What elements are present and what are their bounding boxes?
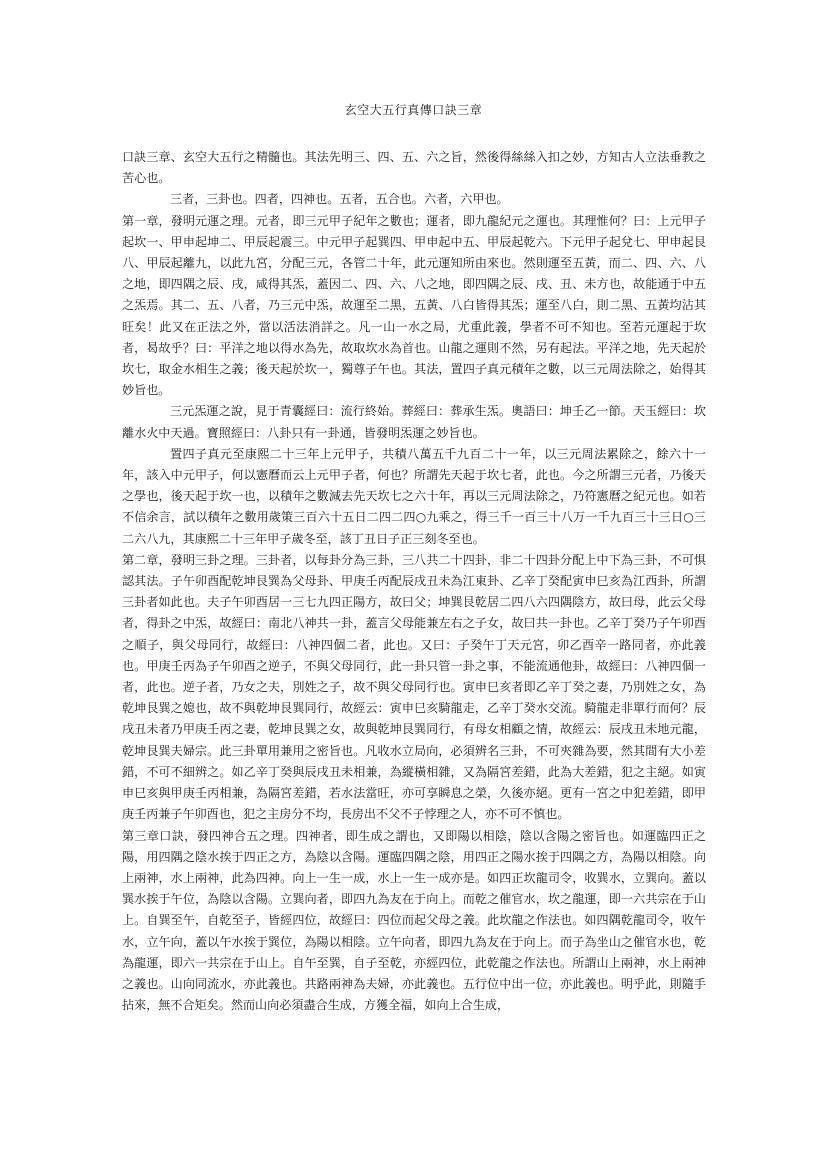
paragraph-chapter-two: 第二章，發明三卦之理。三卦者，以每卦分為三卦，三八共二十四卦，非二十四卦分配上中下為三卦，不可惧認其法。子午卯酉配乾坤艮巽為父母卦、甲庚壬丙配辰戌丑未為江東卦、乙辛丁癸配寅申巳亥為江西卦，所謂三卦者如此也。夫子午卯酉居一三七九四正陽方，故曰父；坤巽艮乾居二四八六四隅陰方，故曰母，此云父母者，得卦之中炁，故經曰：南北八神共一卦，蓋言父母能兼左右之子女，故曰共一卦也。乙辛丁癸乃子午卯酉之順子，與父母同行，故經曰：八神四個二者，此也。又曰：子癸午丁天元宮，卯乙酉辛一路同者，亦此義也。甲庚壬丙為子午卯酉之逆子，不與父母同行，此一卦只管一卦之事，不能流通他卦，故經曰：八神四個一者，此也。逆子者，乃女之夫，別姓之子，故不與父母同行也。寅申巳亥者即乙辛丁癸之妻，乃別姓之女，為乾坤艮巽之媳也，故不與乾坤艮巽同行，故經云：寅申巳亥騎龍走，乙辛丁癸水交流。騎龍走非單行而何？辰戌丑未者乃甲庚壬丙之妻，乾坤艮巽之女，故與乾坤艮巽同行，有母女相顧之情，故經云：辰戌丑未地元龍，乾坤艮巽夫婦宗。此三卦單用兼用之密旨也。凡收水立局向，必須辨名三卦，不可夾雜為要，然其間有大小差錯，不可不細辨之。如乙辛丁癸與辰戌丑未相兼，為縱橫相雜，又為隔宮差錯，此為大差錯，犯之主絕。如寅申巳亥與甲庚壬丙相兼，為隔宮差錯，若水法當旺，亦可享瞬息之榮，久後亦絕。更有一宮之中犯差錯，即甲庚壬丙兼子午卯酉也，犯之主房分不均，長房出不父不子悖理之人，亦不可不慎也。 [122, 552, 706, 822]
paragraph-qi-cycle: 三元炁運之說，見于青囊經曰：流行終始。葬經曰：葬承生炁。奧語曰：坤壬乙一節。天玉經曰：坎離水火中天過。寶照經曰：八卦只有一卦通，皆發明炁運之妙旨也。 [122, 404, 706, 440]
paragraph-chapter-three: 第三章口訣，發四神合五之理。四神者，即生成之謂也，又即陽以相陰，陰以含陽之密旨也。如運臨四正之陽，用四隅之陰水挨于四正之方，為陰以含陽。運臨四隅之陰，用四正之陽水挨于四隅之方，為陽以相陰。向上兩神，水上兩神，此為四神。向上一生一成，水上一生一成亦是。如四正坎龍司令，收巽水，立巽向。蓋以巽水挨于午位，為陰以含陽。立巽向者，即四九為友在于向上。而乾之催官水，坎之龍運，即一六共宗在于山上。自巽至午，自乾至子，皆經四位，故經曰：四位而起父母之義。此坎龍之作法也。如四隅乾龍司令，收午水，立午向，蓋以午水挨于巽位，為陽以相陰。立午向者，即四九為友在于向上。而子為坐山之催官水也，乾為龍運，即六一共宗在于山上。自午至巽，自子至乾，亦經四位，此乾龍之作法也。所謂山上兩神，水上兩神之義也。山向同流水，亦此義也。共路兩神為夫婦，亦此義也。五行位中出一位，亦此義也。明乎此，則隨手拈來，無不合矩矣。然而山向必須盡合生成，方獲全福，如向上合生成， [122, 828, 706, 1013]
paragraph-chapter-one: 第一章，發明元運之理。元者，即三元甲子紀年之數也；運者，即九龍紀元之運也。其理惟何？曰：上元甲子起坎一、甲申起坤二、甲辰起震三。中元甲子起巽四、甲申起中五、甲辰起乾六。下元甲子起兌七、甲申起艮八、甲辰起離九，以此九宮，分配三元，各管二十年，此元運知所由來也。然則運至五黃，而二、四、六、八之地，即四隅之辰、戌，咸得其炁，蓋因二、四、六、八之地，即四隅之辰、戌、丑、未方也，故能通于中五之炁焉。其二、五、八者，乃三元中炁，故運至二黑，五黃、八白皆得其炁；運至八白，則二黑、五黃均沾其旺矣！此又在正法之外，當以活法消詳之。凡一山一水之局，尤重此義，學者不可不知也。至若元運起于坎者，曷故乎？曰：平洋之地以得水為先，故取坎水為首也。山龍之運則不然，另有起法。平洋之地，先天起於坎七，取金水相生之義；後天起於坎一，獨尊子午也。其法，置四子真元積年之數，以三元周法除之，始得其妙旨也。 [122, 213, 706, 398]
paragraph-calendar: 置四子真元至康熙二十三年上元甲子，共積八萬五千九百二十一年，以三元周法累除之，餘六十一年，該入中元甲子，何以憲曆而云上元甲子者，何也？所謂先天起于坎七者，此也。今之所謂三元者，乃後天之學也，後天起于坎一也，以積年之數減去先天坎七之六十年，再以三元周法除之，乃符憲曆之紀元也。如若不信余言，試以積年之數用歲策三百六十五日二四二四○九乘之，得三千一百三十八万一千九百三十三日○三二六八九，其康熙二十三年甲子歲冬至，該丁丑日子正三刻冬至也。 [122, 446, 706, 546]
document-body [122, 147, 706, 1016]
document-title: 玄空大五行真傳口訣三章 [344, 103, 483, 117]
paragraph-definitions: 三者，三卦也。四者，四神也。五者，五合也。六者，六甲也。 [170, 192, 509, 207]
paragraph-intro: 口訣三章、玄空大五行之精髓也。其法先明三、四、五、六之旨，然後得絲絲入扣之妙，方知古人立法垂教之苦心也。 [122, 150, 706, 186]
